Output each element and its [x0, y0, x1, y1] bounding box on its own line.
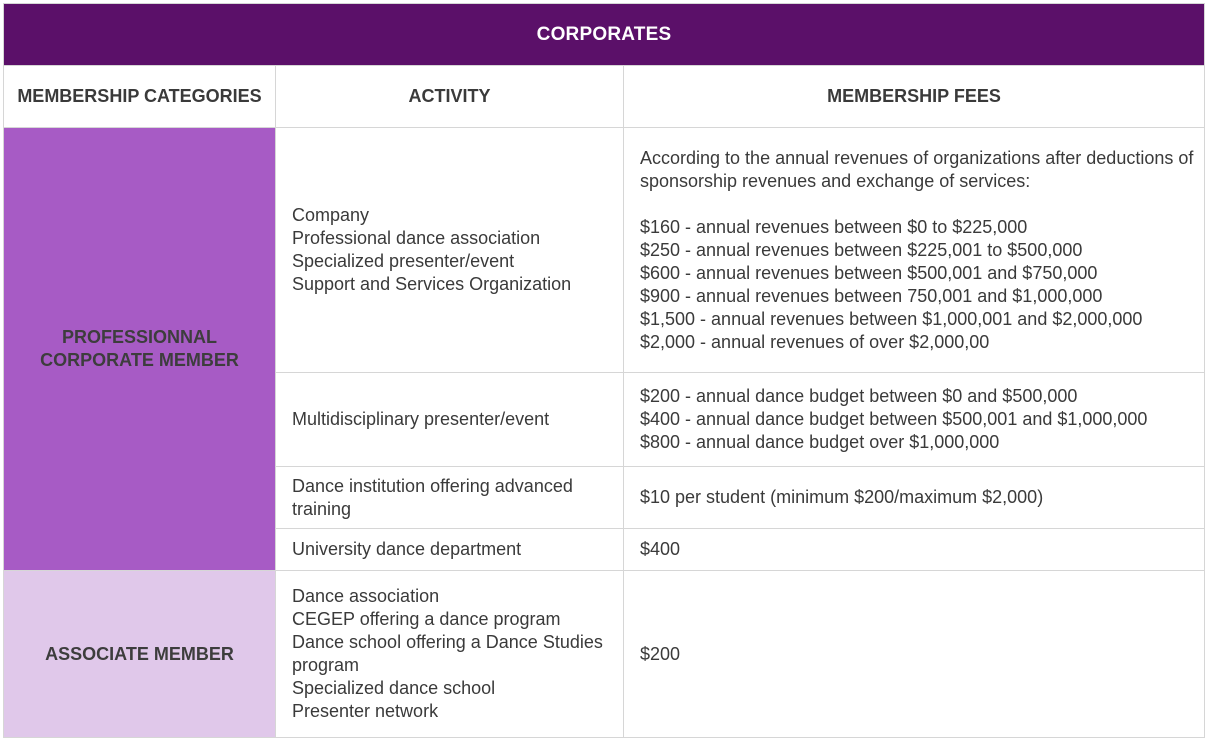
header-membership-fees: MEMBERSHIP FEES — [624, 66, 1205, 128]
activity-item: Support and Services Organization — [292, 274, 572, 294]
fee-item: $1,500 - annual revenues between $1,000,001 and $2,000,000 — [640, 308, 1143, 329]
fee-item: $10 per student (minimum $200/maximum $2,000) — [640, 487, 1044, 507]
fee-item: $400 - annual dance budget between $500,001 and $1,000,000 — [640, 409, 1148, 429]
fee-item: $200 - annual dance budget between $0 and $500,000 — [640, 386, 1078, 406]
activity-item: University dance department — [292, 539, 522, 559]
fees-cell — [624, 571, 1205, 738]
header-activity: ACTIVITY — [276, 66, 624, 128]
category-associate-member: ASSOCIATE MEMBER — [4, 571, 276, 738]
fee-item: $2,000 - annual revenues of over $2,000,00 — [640, 331, 990, 352]
activity-item: Multidisciplinary presenter/event — [292, 409, 550, 429]
activity-cell — [276, 467, 624, 529]
activity-cell — [276, 529, 624, 571]
header-row — [4, 66, 1205, 128]
activity-item: Dance school offering a Dance Studies program — [292, 632, 603, 675]
fee-item: $800 - annual dance budget over $1,000,000 — [640, 432, 1000, 452]
fees-cell — [624, 373, 1205, 467]
title-row — [4, 4, 1205, 66]
fee-item: $250 - annual revenues between $225,001 to $500,000 — [640, 239, 1083, 260]
fees-spacer — [640, 193, 1198, 216]
activity-item: Specialized dance school — [292, 678, 496, 698]
fees-cell — [624, 467, 1205, 529]
activity-item: Dance association — [292, 586, 440, 606]
fee-item: $160 - annual revenues between $0 to $225,000 — [640, 216, 1028, 237]
activity-item: Presenter network — [292, 701, 439, 721]
activity-item: CEGEP offering a dance program — [292, 609, 561, 629]
fee-item: $400 — [640, 539, 681, 559]
table-row — [4, 128, 1205, 373]
fees-cell — [624, 529, 1205, 571]
fee-item: $900 - annual revenues between 750,001 and $1,000,000 — [640, 285, 1103, 306]
activity-cell — [276, 373, 624, 467]
fees-intro: According to the annual revenues of organizations after deductions of sponsorship revenues and exchange of services: — [640, 147, 1194, 191]
table-row — [4, 571, 1205, 738]
fees-cell — [624, 128, 1205, 373]
category-professional-corporate-member: PROFESSIONNAL CORPORATE MEMBER — [4, 128, 276, 571]
fee-item: $600 - annual revenues between $500,001 and $750,000 — [640, 262, 1098, 283]
membership-table — [3, 3, 1205, 738]
fee-item: $200 — [640, 643, 681, 664]
activity-item: Professional dance association — [292, 228, 541, 248]
header-membership-categories: MEMBERSHIP CATEGORIES — [4, 66, 276, 128]
activity-item: Dance institution offering advanced training — [292, 475, 573, 519]
activity-cell — [276, 571, 624, 738]
activity-item: Company — [292, 205, 370, 225]
activity-cell — [276, 128, 624, 373]
activity-item: Specialized presenter/event — [292, 251, 515, 271]
table-title: CORPORATES — [4, 4, 1205, 66]
